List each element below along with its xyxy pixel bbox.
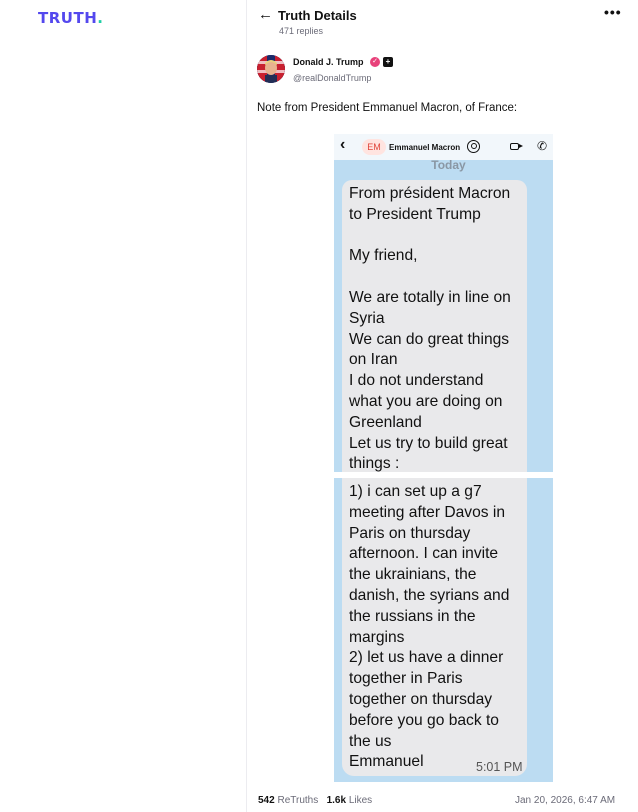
- likes-count[interactable]: 1.6k: [326, 795, 347, 806]
- retruths-count[interactable]: 542: [258, 795, 275, 806]
- video-icon: [510, 143, 519, 150]
- chat-day-label: Today: [431, 158, 466, 172]
- likes-label[interactable]: Likes: [348, 795, 373, 806]
- avatar-image: [257, 55, 285, 83]
- message-text: 1) i can set up a g7 meeting after Davos in Paris on thursday afternoon. I can invite the ukrainians, the danish, the syrians and the russians in the margins 2) let us have a dinner together in Paris together on thursday before you go back to the us Emmanuel: [349, 483, 510, 771]
- truth-logo[interactable]: [38, 9, 103, 27]
- chevron-left-icon: ‹: [340, 136, 346, 153]
- ellipsis-icon[interactable]: •••: [604, 4, 622, 20]
- phone-icon: ✆: [537, 139, 548, 153]
- arrow-left-icon[interactable]: ←: [258, 6, 273, 23]
- column-divider: [246, 0, 247, 812]
- contact-avatar: EM: [362, 139, 386, 155]
- verified-check-icon: ✓: [370, 57, 380, 67]
- message-screenshot[interactable]: [334, 134, 553, 782]
- person-icon: [467, 140, 480, 153]
- contact-name: Emmanuel Macron: [389, 143, 461, 152]
- post-date: Jan 20, 2026, 6:47 AM: [515, 795, 616, 806]
- reply-count: 471 replies: [279, 26, 324, 36]
- retruths-label[interactable]: ReTruths: [277, 795, 319, 806]
- avatar[interactable]: [257, 55, 285, 83]
- chat-header: [334, 134, 553, 160]
- message-text: From président Macron to President Trump My friend, We are totally in line on Syria We can do great things on Iran I do not understand what you are doing on Greenland Let us try to build great things :: [349, 185, 511, 473]
- author-handle[interactable]: @realDonaldTrump: [293, 73, 372, 83]
- post-text: Note from President Emmanuel Macron, of France:: [257, 102, 518, 114]
- post-stats: [258, 795, 372, 806]
- page-title: Truth Details: [278, 8, 357, 23]
- author-name[interactable]: Donald J. Trump: [293, 57, 364, 67]
- logo-dot: .: [97, 9, 104, 27]
- message-time: 5:01 PM: [476, 760, 523, 774]
- logo-text: TRUTH: [38, 9, 98, 27]
- plus-badge-icon: +: [383, 57, 393, 67]
